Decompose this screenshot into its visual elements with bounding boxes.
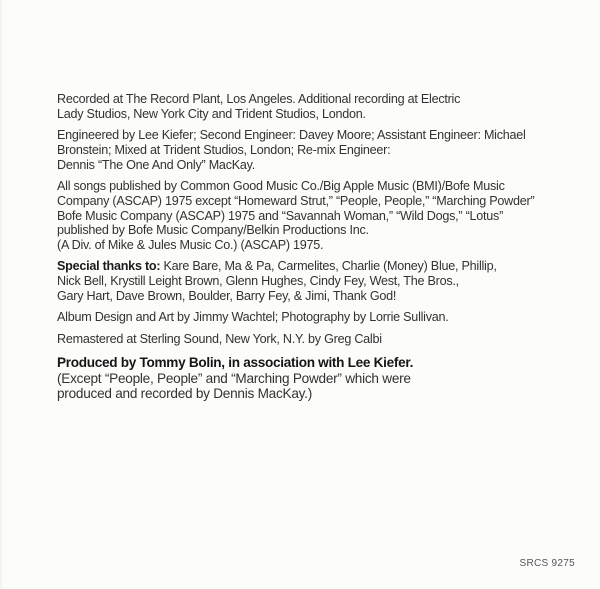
text-line: (Except “People, People” and “Marching Powder” which were (57, 370, 411, 386)
text-line: Remastered at Sterling Sound, New York, N.Y. by Greg Calbi (57, 331, 382, 346)
text-line: Bronstein; Mixed at Trident Studios, London; Re-mix Engineer: (57, 142, 391, 157)
design-credit-paragraph (57, 310, 577, 325)
text-line: Nick Bell, Krystill Leight Brown, Glenn Hughes, Cindy Fey, West, The Bros., (57, 274, 459, 289)
catalog-number: SRCS 9275 (519, 558, 575, 569)
text-line: published by Bofe Music Company/Belkin Productions Inc. (57, 223, 369, 238)
publishing-credit-paragraph (57, 179, 577, 253)
text-line (57, 259, 577, 274)
text-line: Album Design and Art by Jimmy Wachtel; Photography by Lorrie Sullivan. (57, 310, 449, 325)
producer-bold-line: Produced by Tommy Bolin, in association with Lee Kiefer. (57, 355, 414, 371)
text-line: (A Div. of Mike & Jules Music Co.) (ASCAP) 1975. (57, 238, 324, 253)
special-thanks-label: Special thanks to: (57, 259, 161, 274)
special-thanks-paragraph (57, 259, 577, 303)
text-line: Bofe Music Company (ASCAP) 1975 and “Savannah Woman,” “Wild Dogs,” “Lotus” (57, 208, 504, 223)
text-line: All songs published by Common Good Music Co./Big Apple Music (BMI)/Bofe Music (57, 178, 505, 193)
text-line: Company (ASCAP) 1975 except “Homeward Strut,” “People, People,” “Marching Powder” (57, 193, 535, 208)
special-thanks-names: Kare Bare, Ma & Pa, Carmelites, Charlie (Money) Blue, Phillip, (160, 259, 497, 274)
text-line: produced and recorded by Dennis MacKay.) (57, 386, 312, 402)
text-line: Recorded at The Record Plant, Los Angeles. Additional recording at Electric (57, 92, 461, 106)
remaster-credit-paragraph (57, 332, 577, 347)
engineering-credit-paragraph (57, 128, 577, 172)
text-line: Dennis “The One And Only” MacKay. (57, 157, 256, 172)
recording-credit-paragraph (57, 92, 577, 122)
text-line: Lady Studios, New York City and Trident Studios, London. (57, 106, 366, 121)
scan-edge-shadow (0, 0, 3, 589)
text-line: Gary Hart, Dave Brown, Boulder, Barry Fey, & Jimi, Thank God! (57, 289, 397, 304)
liner-notes-text-block (57, 92, 577, 408)
producer-credit-paragraph (57, 355, 577, 401)
text-line: Engineered by Lee Kiefer; Second Engineer: Davey Moore; Assistant Engineer: Michael (57, 128, 526, 143)
